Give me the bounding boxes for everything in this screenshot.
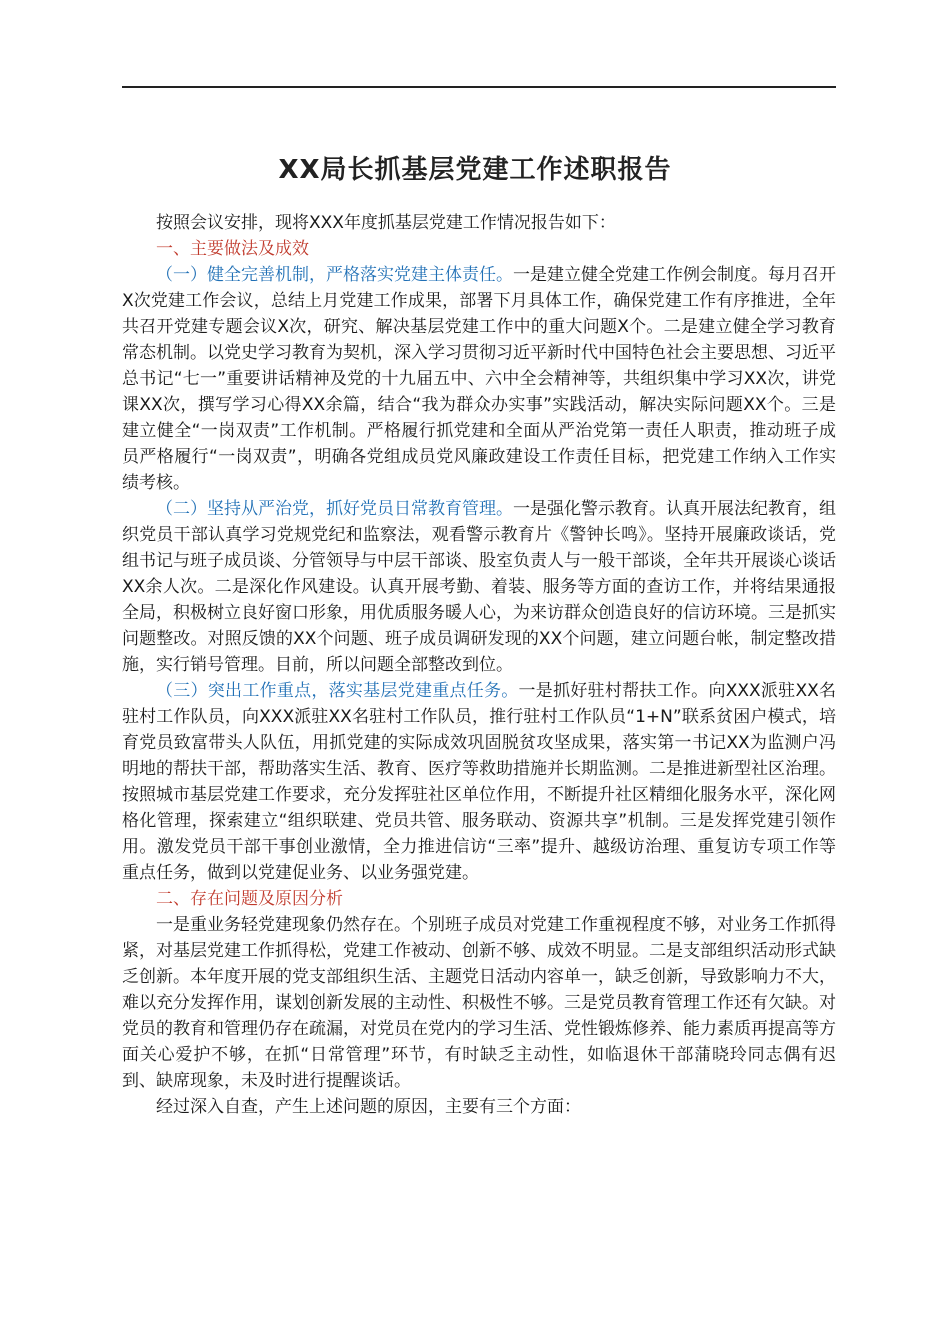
subheading-3: （三）突出工作重点，落实基层党建重点任务。 [156,681,519,701]
paragraph-text-2: 一是强化警示教育。认真开展法纪教育，组织党员干部认真学习党规党纪和监察法，观看警示教育片《警钟长鸣》。坚持开展廉政谈话，党组书记与班子成员谈、分管领导与中层干部谈、股室负责人与一般干部谈，全年共开展谈心谈话XX余人次。二是深化作风建设。认真开展考勤、着装、服务等方面的查访工作，并将结果通报全局，积极树立良好窗口形象，用优质服务暖人心，为来访群众创造良好的信访环境。三是抓实问题整改。对照反馈的XX个问题、班子成员调研发现的XX个问题，建立问题台帐，制定整改措施，实行销号管理。目前，所以问题全部整改到位。 [122,499,836,675]
section-heading-2: 二、存在问题及原因分析 [156,889,343,909]
paragraph-item-1 [122,262,836,496]
causes-intro-paragraph: 经过深入自查，产生上述问题的原因，主要有三个方面： [156,1097,581,1117]
paragraph-item-3 [122,678,836,886]
problems-paragraph: 一是重业务轻党建现象仍然存在。个别班子成员对党建工作重视程度不够，对业务工作抓得紧，对基层党建工作抓得松，党建工作被动、创新不够、成效不明显。二是支部组织活动形式缺乏创新。本年度开展的党支部组织生活、主题党日活动内容单一，缺乏创新，导致影响力不大，难以充分发挥作用，谋划创新发展的主动性、积极性不够。三是党员教育管理工作还有欠缺。对党员的教育和管理仍存在疏漏，对党员在党内的学习生活、党性锻炼修养、能力素质再提高等方面关心爱护不够，在抓“日常管理”环节，有时缺乏主动性，如临退休干部蒲晓玲同志偶有迟到、缺席现象，未及时进行提醒谈话。 [122,915,836,1091]
subheading-1: （一）健全完善机制，严格落实党建主体责任。 [156,265,513,285]
header-rule [122,86,836,88]
paragraph-text-3: 一是抓好驻村帮扶工作。向XXX派驻XX名驻村工作队员，向XXX派驻XX名驻村工作队员，推行驻村工作队员“1+N”联系贫困户模式，培育党员致富带头人队伍，用抓党建的实际成效巩固脱贫攻坚成果，落实第一书记XX为监测户冯明地的帮扶干部，帮助落实生活、教育、医疗等救助措施并长期监测。二是推进新型社区治理。按照城市基层党建工作要求，充分发挥驻社区单位作用，不断提升社区精细化服务水平，深化网格化管理，探索建立“组织联建、党员共管、服务联动、资源共享”机制。三是发挥党建引领作用。激发党员干部干事创业激情，全力推进信访“三率”提升、越级访治理、重复访专项工作等重点任务，做到以党建促业务、以业务强党建。 [122,681,836,883]
section-heading-1: 一、主要做法及成效 [156,239,309,259]
paragraph-text-1: 一是建立健全党建工作例会制度。每月召开X次党建工作会议，总结上月党建工作成果，部署下月具体工作，确保党建工作有序推进，全年共召开党建专题会议X次，研究、解决基层党建工作中的重大问题X个。二是建立健全学习教育常态机制。以党史学习教育为契机，深入学习贯彻习近平新时代中国特色社会主要思想、习近平总书记“七一”重要讲话精神及党的十九届五中、六中全会精神等，共组织集中学习XX次，讲党课XX次，撰写学习心得XX余篇，结合“我为群众办实事”实践活动，解决实际问题XX个。三是建立健全“一岗双责”工作机制。严格履行抓党建和全面从严治党第一责任人职责，推动班子成员严格履行“一岗双责”，明确各党组成员党风廉政建设工作责任目标，把党建工作纳入工作实绩考核。 [122,265,836,493]
paragraph-item-2 [122,496,836,678]
intro-paragraph: 按照会议安排，现将XXX年度抓基层党建工作情况报告如下： [156,213,616,233]
document-title: XX局长抓基层党建工作述职报告 [278,155,672,185]
document-body [122,210,836,1120]
subheading-2: （二）坚持从严治党，抓好党员日常教育管理。 [156,499,513,519]
